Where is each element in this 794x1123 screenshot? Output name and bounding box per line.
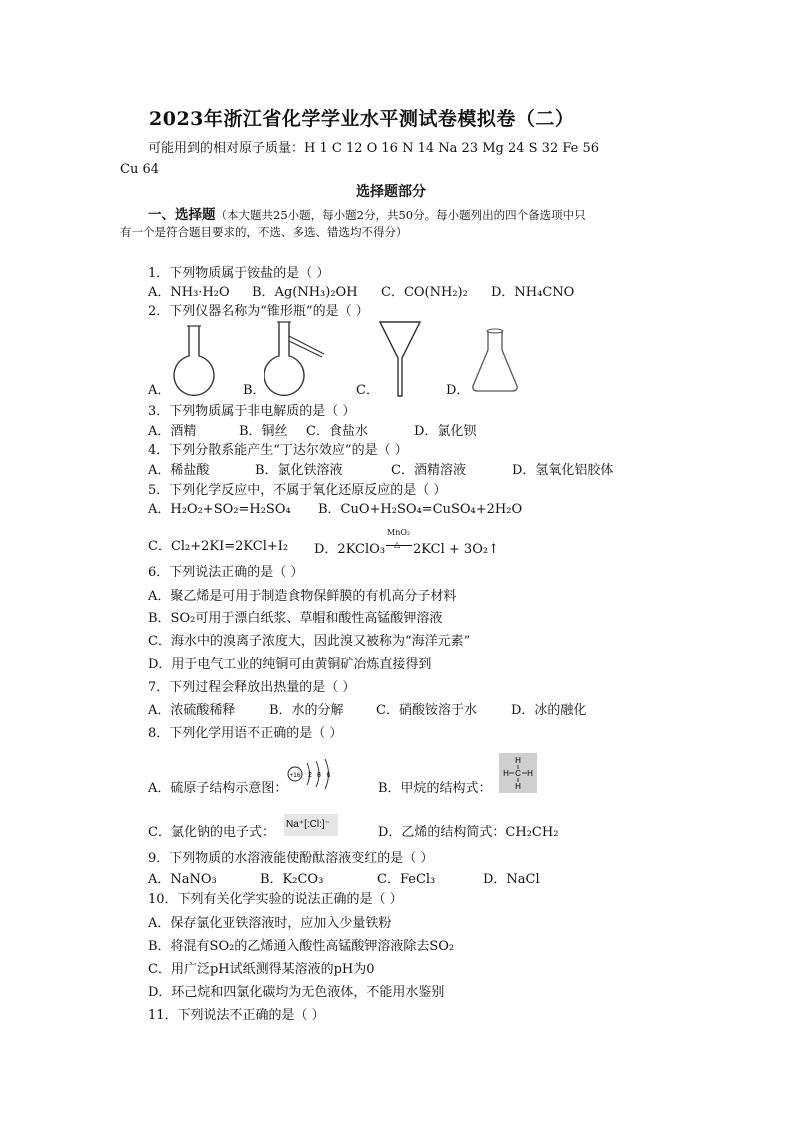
q10-option-a: A．保存氯化亚铁溶液时，应加入少量铁粉 — [148, 916, 392, 931]
catalyst-label: MnO₂ — [387, 528, 411, 537]
q2-option-d: D． — [446, 383, 470, 398]
shell-3-electrons: 6 — [326, 772, 331, 779]
q9-option-d: D．NaCl — [483, 872, 540, 887]
q2-stem: 2．下列仪器名称为“锥形瓶”的是（ ） — [148, 304, 369, 319]
q8-option-b: B．甲烷的结构式： — [378, 781, 492, 796]
round-bottom-flask-image — [168, 324, 220, 396]
q3-option-a: A．酒精 — [148, 424, 197, 439]
q3-option-b: B．铜丝 — [239, 424, 288, 439]
nacl-electron-formula — [284, 814, 338, 836]
methane-h-bottom: H — [515, 782, 521, 791]
nacl-cl-ion: [:Cl:]⁻ — [304, 819, 330, 830]
heat-symbol: △ — [394, 540, 401, 549]
q9-option-b: B．K₂CO₃ — [260, 872, 324, 887]
q3-option-c: C．食盐水 — [306, 424, 368, 439]
q8-option-a: A．硫原子结构示意图： — [148, 781, 288, 796]
q8-stem: 8．下列化学用语不正确的是（ ） — [148, 726, 343, 741]
methane-h-top: H — [515, 756, 521, 765]
q7-option-d: D．冰的融化 — [511, 703, 587, 718]
q6-option-a: A．聚乙烯是可用于制造食物保鲜膜的有机高分子材料 — [148, 589, 457, 604]
q5-d-product: 2KCl + 3O₂↑ — [413, 542, 499, 557]
q2-option-b: B． — [243, 383, 266, 398]
q6-option-c: C．海水中的溴离子浓度大，因此溴又被称为“海洋元素” — [148, 634, 471, 649]
q1-option-c: C．CO(NH₂)₂ — [381, 285, 468, 300]
q5-d-reactant: D．2KClO₃ — [314, 542, 386, 557]
q7-option-a: A．浓硫酸稀释 — [148, 703, 236, 718]
page-title: 2023年浙江省化学学业水平测试卷模拟卷（二） — [149, 108, 575, 130]
section1-label: 一、选择题 — [148, 207, 216, 223]
q4-stem: 4．下列分散系能产生“丁达尔效应”的是（ ） — [148, 443, 408, 458]
q6-stem: 6．下列说法正确的是（ ） — [148, 565, 304, 580]
q10-option-b: B．将混有SO₂的乙烯通入酸性高锰酸钾溶液除去SO₂ — [148, 939, 455, 954]
q3-option-d: D．氯化钡 — [414, 424, 477, 439]
q6-option-b: B．SO₂可用于漂白纸浆、草帽和酸性高锰酸钾溶液 — [148, 611, 443, 626]
q5-stem: 5．下列化学反应中，不属于氧化还原反应的是（ ） — [148, 483, 447, 498]
q6-option-d: D．用于电气工业的纯铜可由黄铜矿冶炼直接得到 — [148, 657, 432, 672]
funnel-image — [378, 320, 422, 398]
methane-h-left: H — [503, 769, 509, 778]
atomic-mass-line1: 可能用到的相对原子质量：H 1 C 12 O 16 N 14 Na 23 Mg 24 S 32 Fe 56 — [148, 141, 600, 156]
q10-stem: 10．下列有关化学实验的说法正确的是（ ） — [148, 892, 403, 907]
q4-option-b: B．氯化铁溶液 — [255, 463, 343, 478]
q5-option-b: B．CuO+H₂SO₄=CuSO₄+2H₂O — [318, 502, 523, 517]
section1-note2: 有一个是符合题目要求的，不选、多选、错选均不得分） — [120, 225, 408, 239]
q1-option-a: A．NH₃·H₂O — [148, 285, 230, 300]
q4-option-c: C．酒精溶液 — [391, 463, 466, 478]
methane-structural-formula — [499, 753, 537, 793]
section1-note1: （本大题共25小题，每小题2分，共50分。每小题列出的四个备选项中只 — [215, 208, 586, 222]
q9-option-c: C．FeCl₃ — [377, 872, 436, 887]
q8-option-c: C．氯化钠的电子式： — [148, 825, 275, 840]
distillation-flask-image — [264, 320, 328, 396]
q7-option-c: C．硝酸铵溶于水 — [376, 703, 477, 718]
q10-option-c: C．用广泛pH试纸测得某溶液的pH为0 — [148, 962, 375, 977]
conical-flask-image — [470, 328, 520, 394]
q10-option-d: D．环己烷和四氯化碳均为无色液体，不能用水鉴别 — [148, 985, 445, 1000]
q1-stem: 1．下列物质属于铵盐的是（ ） — [148, 266, 330, 281]
shell-1-electrons: 2 — [308, 772, 312, 779]
methane-c: C — [515, 769, 521, 778]
q2-option-a: A． — [148, 383, 171, 398]
q1-option-b: B．Ag(NH₃)₂OH — [252, 285, 358, 300]
q4-option-a: A．稀盐酸 — [148, 463, 210, 478]
shell-2-electrons: 8 — [317, 772, 321, 779]
q7-stem: 7．下列过程会释放出热量的是（ ） — [148, 680, 356, 695]
q5-option-a: A．H₂O₂+SO₂=H₂SO₄ — [148, 502, 291, 517]
q4-option-d: D．氢氧化铝胶体 — [512, 463, 614, 478]
q5-option-c: C．Cl₂+2KI=2KCl+I₂ — [148, 539, 289, 554]
methane-h-right: H — [527, 769, 533, 778]
q3-stem: 3．下列物质属于非电解质的是（ ） — [148, 404, 356, 419]
q9-stem: 9．下列物质的水溶液能使酚酞溶液变红的是（ ） — [148, 851, 434, 866]
atomic-mass-line2: Cu 64 — [120, 162, 159, 177]
section-heading: 选择题部分 — [356, 184, 426, 200]
sulfur-nucleus-label: +16 — [289, 772, 301, 779]
nacl-na-ion: Na⁺ — [286, 819, 305, 830]
q5-option-d — [314, 528, 499, 557]
section1-header — [148, 203, 586, 223]
q8-option-d: D．乙烯的结构简式：CH₂CH₂ — [378, 825, 559, 840]
q9-option-a: A．NaNO₃ — [148, 872, 217, 887]
q2-option-c: C． — [356, 383, 379, 398]
q7-option-b: B．水的分解 — [269, 703, 344, 718]
q1-option-d: D．NH₄CNO — [491, 285, 575, 300]
q11-stem: 11．下列说法不正确的是（ ） — [148, 1008, 325, 1023]
q5-d-condition — [385, 528, 413, 553]
sulfur-atom-diagram — [285, 758, 339, 790]
